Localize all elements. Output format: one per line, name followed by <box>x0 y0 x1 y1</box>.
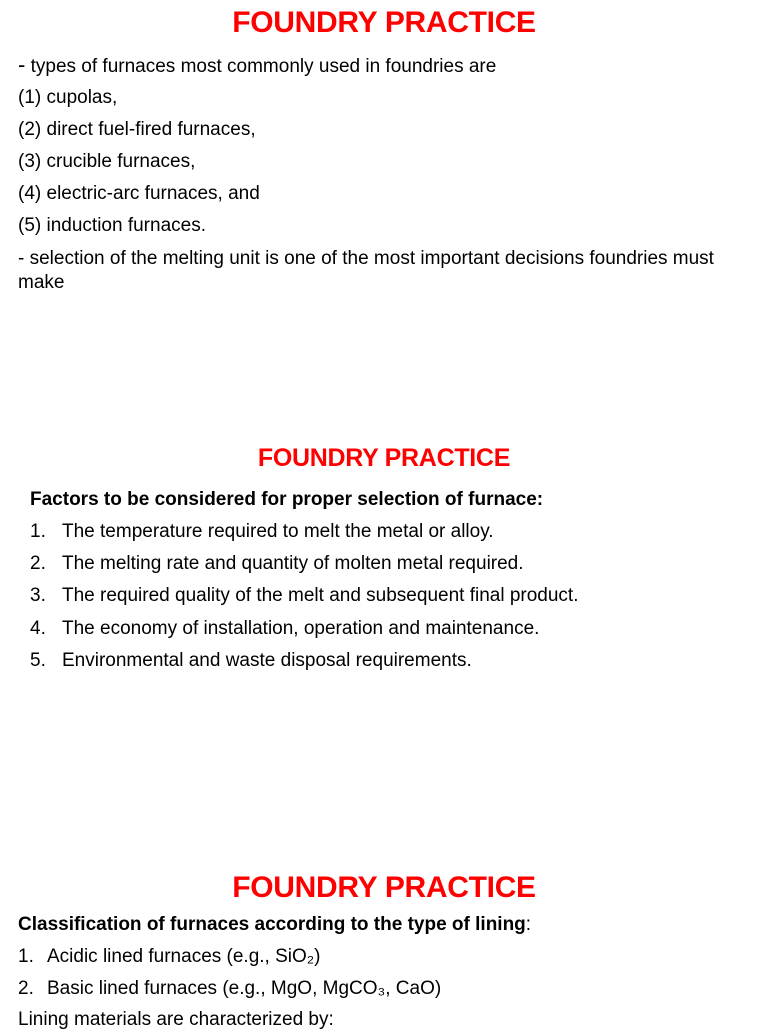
slide3-item-1 <box>18 945 321 969</box>
item-number: 1. <box>30 521 46 542</box>
item-number: 2. <box>30 553 46 574</box>
slide2-item-2 <box>30 552 524 576</box>
slide1-item-4: (4) electric-arc furnaces, and <box>18 183 260 204</box>
item-number: 4. <box>30 618 46 639</box>
item-number: 1. <box>18 946 34 967</box>
item-text: Acidic lined furnaces (e.g., SiO₂) <box>47 946 321 967</box>
item-number: 5. <box>30 650 46 671</box>
item-text: The temperature required to melt the metal or alloy. <box>62 521 494 542</box>
slide2-item-1 <box>30 520 494 544</box>
slide2-item-4 <box>30 617 539 641</box>
item-text: The melting rate and quantity of molten metal required. <box>62 553 524 574</box>
slide1-item-2: (2) direct fuel-fired furnaces, <box>18 119 256 140</box>
slide1-item-5: (5) induction furnaces. <box>18 215 206 236</box>
item-text: The required quality of the melt and subsequent final product. <box>62 585 579 606</box>
intro-text: types of furnaces most commonly used in foundries are <box>25 56 497 77</box>
slide3-trailing: Lining materials are characterized by: <box>18 1009 334 1030</box>
item-number: 3. <box>30 585 46 606</box>
slide2-title: FOUNDRY PRACTICE <box>257 444 511 472</box>
item-text: Environmental and waste disposal requirements. <box>62 650 472 671</box>
slide2-item-3 <box>30 584 579 608</box>
item-number: 2. <box>18 978 34 999</box>
slide1-intro <box>18 53 496 79</box>
heading-colon: : <box>525 914 532 935</box>
item-text: Basic lined furnaces (e.g., MgO, MgCO₃, CaO) <box>47 978 442 999</box>
item-text: The economy of installation, operation and maintenance. <box>62 618 540 639</box>
heading-bold: Classification of furnaces according to the type of lining <box>18 914 526 935</box>
intro-dash: - <box>18 52 26 77</box>
slide2-item-5 <box>30 649 472 673</box>
slide1-title: FOUNDRY PRACTICE <box>232 6 536 39</box>
slide3-heading <box>18 913 531 937</box>
slide1-closing: - selection of the melting unit is one of the most important decisions foundries must make <box>18 248 714 293</box>
slide3-title: FOUNDRY PRACTICE <box>232 871 536 904</box>
slide1-item-3: (3) crucible furnaces, <box>18 151 196 172</box>
slide1-item-1: (1) cupolas, <box>18 87 118 108</box>
slide3-item-2 <box>18 977 441 1001</box>
slide2-heading: Factors to be considered for proper selection of furnace: <box>30 489 544 510</box>
